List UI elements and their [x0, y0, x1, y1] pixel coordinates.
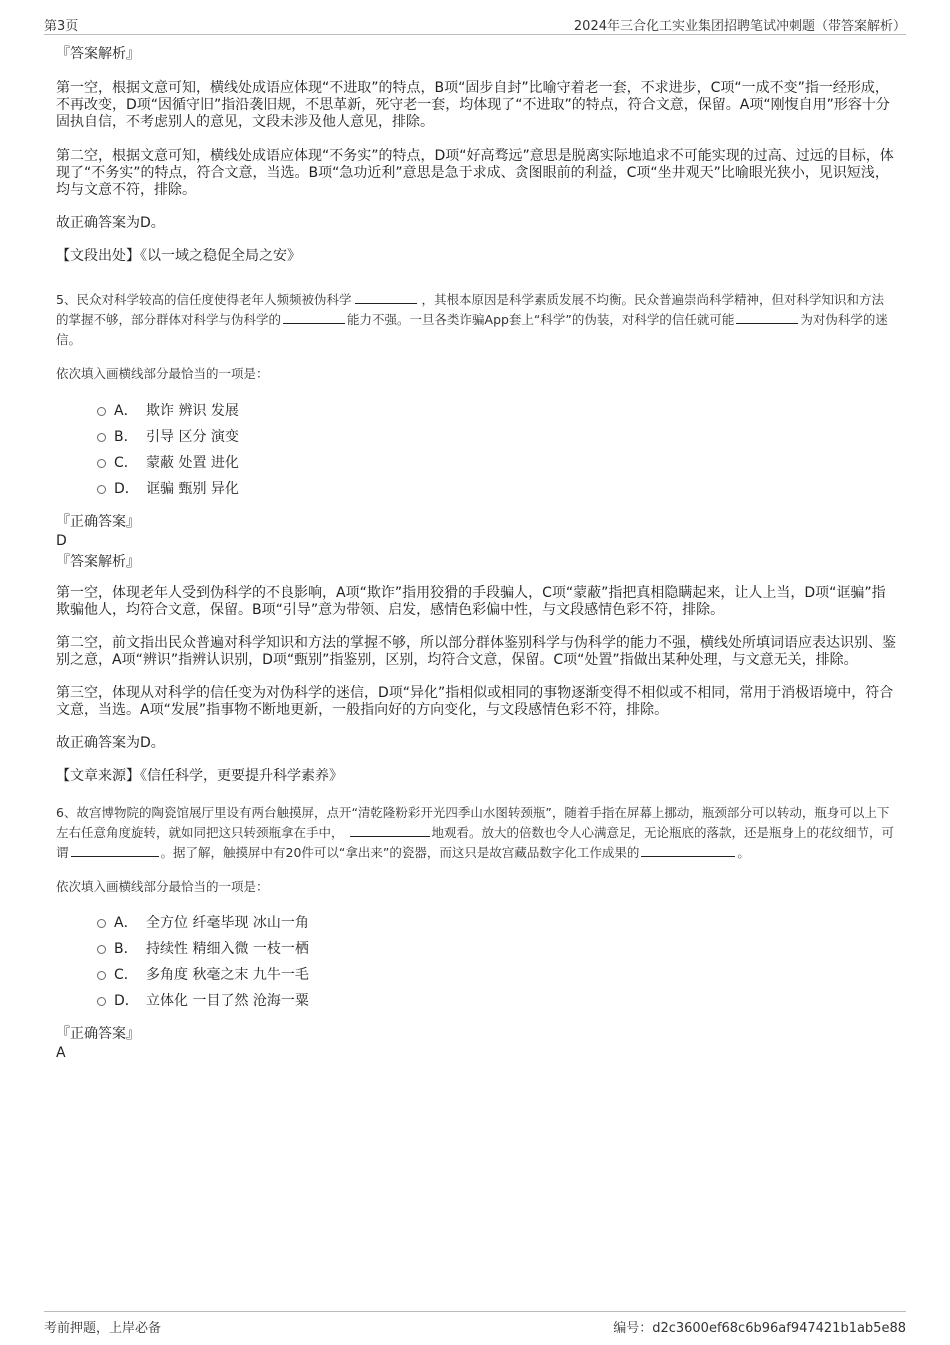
page-footer [44, 1311, 906, 1336]
q6-blank-1 [350, 824, 430, 837]
q6-option-d[interactable]: D． 立体化 一目了然 沧海一粟 [56, 988, 896, 1014]
radio-icon[interactable] [97, 485, 106, 494]
page-number: 第3页 [44, 19, 79, 34]
q6-stem-part4: 。 [737, 845, 750, 860]
document-id: 编号：d2c3600ef68c6b96af947421b1ab5e88 [613, 1321, 906, 1336]
q5-option-a[interactable]: A． 欺诈 辨识 发展 [56, 398, 896, 424]
q5-blank-3 [736, 311, 798, 324]
q6-option-c[interactable]: C． 多角度 秋毫之末 九牛一毛 [56, 962, 896, 988]
q5-analysis-p2: 第二空，前文指出民众普遍对科学知识和方法的掌握不够，所以部分群体鉴别科学与伪科学的能力不强，横线处所填词语应表达识别、鉴别之意，A项“辨识”指辨认识别，D项“甄别”指鉴别，区别，均符合文意，保留。C项“处置”指做出某种处理，与文意无关，排除。 [56, 635, 896, 668]
q6-stem-part2: 地观看。放大的倍数也令人心满意足，无论瓶底的落款，还是瓶身上的花纹细节，可谓 [56, 825, 895, 860]
q5-blank-1 [355, 291, 417, 304]
q4-conclusion: 故正确答案为D。 [56, 215, 165, 231]
radio-icon[interactable] [97, 433, 106, 442]
q5-options [56, 398, 896, 502]
radio-icon[interactable] [97, 945, 106, 954]
q6-stem [56, 803, 896, 863]
q5-analysis-p1: 第一空，体现老年人受到伪科学的不良影响，A项“欺诈”指用狡猾的手段骗人，C项“蒙蔽”指把真相隐瞒起来，让人上当，D项“诓骗”指欺骗他人，均符合文意，保留。B项“引导”意为带领、启发，感情色彩偏中性，与文段感情色彩不符，排除。 [56, 585, 886, 618]
radio-icon[interactable] [97, 919, 106, 928]
q4-analysis-label: 『答案解析』 [56, 46, 140, 62]
q5-source: 【文章来源】《信任科学，更要提升科学素养》 [56, 768, 343, 784]
page-content [56, 46, 896, 1062]
q4-source: 【文段出处】《以一域之稳促全局之安》 [56, 248, 301, 264]
q4-analysis-p1: 第一空，根据文意可知，横线处成语应体现“不进取”的特点，B项“固步自封”比喻守着老一套，不求进步，C项“一成不变”指一经形成，不再改变，D项“因循守旧”指沿袭旧规，不思革新，死守老一套，均体现了“不进取”的特点，符合文意，保留。A项“刚愎自用”形容十分固执自信，不考虑别人的意见，文段未涉及他人意见，排除。 [56, 80, 890, 130]
q6-option-a[interactable]: A． 全方位 纤毫毕现 冰山一角 [56, 910, 896, 936]
q6-answer: A [56, 1045, 66, 1061]
q6-stem-part3: 。据了解，触摸屏中有20件可以“拿出来”的瓷器，而这只是故宫藏品数字化工作成果的 [160, 845, 640, 860]
page-header [44, 12, 906, 35]
q6-stem-part1: 6、故宫博物院的陶瓷馆展厅里设有两台触摸屏，点开“清乾隆粉彩开光四季山水图转颈瓶”，随着手指在屏幕上挪动，瓶颈部分可以转动，瓶身可以上下左右任意角度旋转，就如同把这只转颈瓶拿在手中， [56, 805, 890, 840]
q5-stem-part3: 能力不强。一旦各类诈骗App套上“科学”的伪装，对科学的信任就可能 [347, 312, 735, 327]
radio-icon[interactable] [97, 971, 106, 980]
q5-option-d[interactable]: D． 诓骗 甄别 异化 [56, 476, 896, 502]
q5-stem-part1: 5、民众对科学较高的信任度使得老年人频频被伪科学 [56, 292, 352, 307]
q5-conclusion: 故正确答案为D。 [56, 735, 165, 751]
q6-blank-3 [641, 844, 735, 857]
q5-option-b[interactable]: B． 引导 区分 演变 [56, 424, 896, 450]
radio-icon[interactable] [97, 407, 106, 416]
q5-stem [56, 290, 896, 350]
q5-answer-label: 『正确答案』 [56, 514, 140, 530]
q5-stem-part4: 为对伪科学的迷信。 [56, 312, 888, 347]
q6-options [56, 910, 896, 1014]
q5-answer: D [56, 533, 67, 549]
radio-icon[interactable] [97, 997, 106, 1006]
radio-icon[interactable] [97, 459, 106, 468]
q5-analysis-label: 『答案解析』 [56, 554, 140, 570]
q6-blank-2 [71, 844, 159, 857]
q5-instruction: 依次填入画横线部分最恰当的一项是： [56, 366, 269, 381]
q5-blank-2 [283, 311, 345, 324]
q6-instruction: 依次填入画横线部分最恰当的一项是： [56, 879, 269, 894]
q4-analysis-p2: 第二空，根据文意可知，横线处成语应体现“不务实”的特点，D项“好高骛远”意思是脱离实际地追求不可能实现的过高、过远的目标，体现了“不务实”的特点，符合文意，当选。B项“急功近利”意思是急于求成、贪图眼前的利益，C项“坐井观天”比喻眼光狭小，见识短浅，均与文意不符，排除。 [56, 148, 894, 198]
document-title: 2024年三合化工实业集团招聘笔试冲刺题（带答案解析） [573, 19, 906, 34]
footer-slogan: 考前押题，上岸必备 [44, 1321, 162, 1336]
q6-option-b[interactable]: B． 持续性 精细入微 一枝一栖 [56, 936, 896, 962]
q5-analysis-p3: 第三空，体现从对科学的信任变为对伪科学的迷信，D项“异化”指相似或相同的事物逐渐变得不相似或不相同，常用于消极语境中，符合文意，当选。A项“发展”指事物不断地更新，一般指向好的方向变化，与文段感情色彩不符，排除。 [56, 685, 894, 718]
q5-option-c[interactable]: C． 蒙蔽 处置 进化 [56, 450, 896, 476]
q6-answer-label: 『正确答案』 [56, 1026, 140, 1042]
q5-stem-part2: ，其根本原因是科学素质发展不均衡。民众普遍崇尚科学精神，但对科学知识和方法的掌握不够，部分群体对科学与伪科学的 [56, 292, 884, 327]
